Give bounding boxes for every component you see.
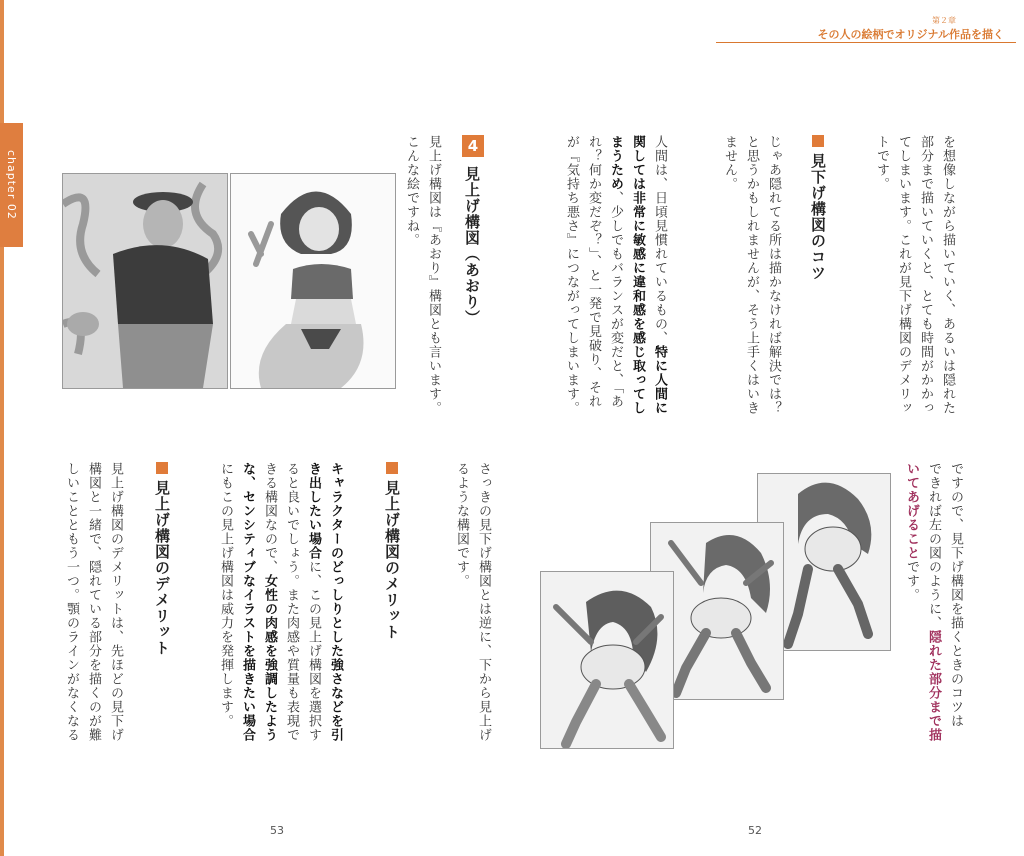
man-drawing [63, 174, 227, 388]
kotsu-paragraph-1: じゃあ隠れてる所は描かなければ解決では？ と思うかもしれませんが、そう上手くはいき ません。 [722, 135, 781, 415]
section-intro-paragraph: 見上げ構図は『あおり』構図とも言います。 こんな絵ですね。 [404, 135, 441, 415]
falling-girl-sketch-1 [540, 571, 674, 749]
kotsu-paragraph-2: 人間は、日頃見慣れているもの、特に人間に 関しては非常に敏感に違和感を感じ取ってし まうため、少しでもバランスが変だと、「あ れ？何か変だぞ？」、と一発で見破り、それ が『気持ち悪さ』につながってしまいます。 [564, 135, 667, 415]
heading-square-icon [812, 135, 824, 147]
header-rule [716, 42, 1016, 43]
section-title: 見上げ構図（あおり） [463, 166, 481, 326]
header-chapter-label: 第２章 [932, 16, 956, 25]
right-page-number: 52 [748, 824, 762, 837]
heading-square-icon [156, 462, 168, 474]
low-angle-woman-illustration [230, 173, 396, 389]
kotsu-heading: 見下げ構図のコツ [808, 135, 829, 281]
section-number-badge: 4 [462, 135, 484, 157]
demerit-paragraph: 見上げ構図のデメリットは、先ほどの見下げ 構図と一緒で、隠れている部分を描くのが難 しいことともう一つ。顎のラインがなくなる [64, 462, 123, 742]
heading-square-icon [386, 462, 398, 474]
low-angle-man-illustration [62, 173, 228, 389]
girl-sketch-drawing [541, 572, 673, 748]
bottom-paragraph: ですので、見下げ構図を描くときのコツは できれば左の図のように、隠れた部分まで描 いてあげることです。 [904, 462, 963, 742]
right-top-paragraph: を想像しながら描いていく、あるいは隠れた 部分まで描いていくと、とても時間がかかっ てしまいます。これが見下げ構図のデメリッ トです。 [874, 135, 955, 415]
merit-paragraph: キャラクターのどっしりとした強さなどを引 き出したい場合に、この見上げ構図を選択す ると良いでしょう。また肉感や質量も表現で きる構図なので、女性の肉感を強調したよう な、センシティブなイラストを描きたい場合 にもこの見上げ構図は威力を発揮します。 [218, 462, 343, 742]
header-title: その人の絵柄でオリジナル作品を描く [817, 28, 1004, 41]
demerit-heading: 見上げ構図のデメリット [152, 462, 173, 656]
chapter-tab: chapter 02 [0, 123, 23, 247]
woman-drawing [231, 174, 395, 388]
left-page-number: 53 [270, 824, 284, 837]
merit-heading: 見上げ構図のメリット [382, 462, 403, 640]
lower-intro-paragraph: さっきの見下げ構図とは逆に、下から見上げ るような構図です。 [454, 462, 491, 742]
